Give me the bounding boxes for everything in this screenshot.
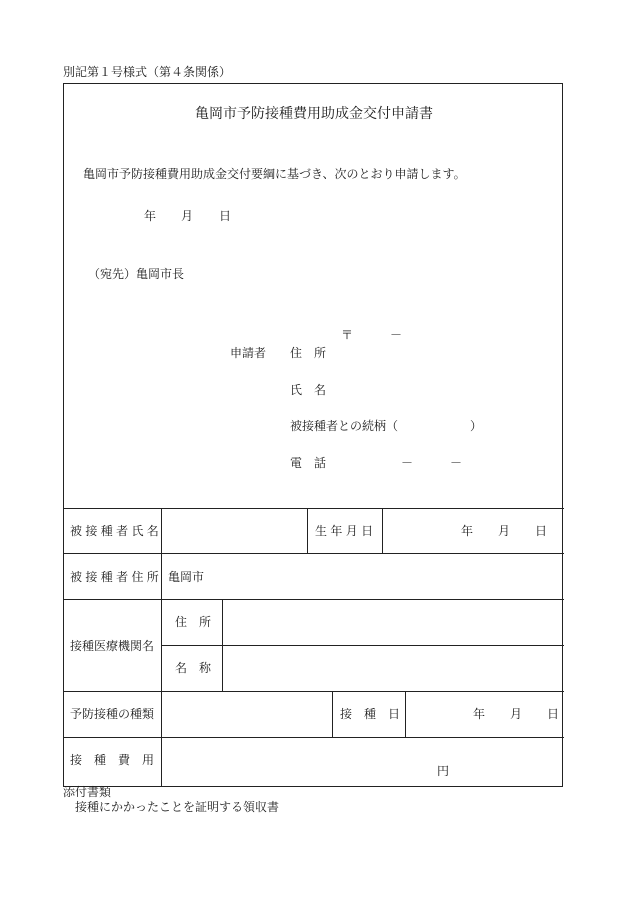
row-line-2 (64, 599, 564, 600)
label-column-line (161, 508, 162, 787)
birth-label-right-line (382, 508, 383, 553)
relation-label: 被接種者との続柄（ (290, 419, 399, 433)
applicant-name-label: 氏 名 (290, 383, 327, 397)
cost-label: 接 種 費 用 (70, 753, 155, 767)
row-line-3 (64, 691, 564, 692)
birth-label-left-line (307, 508, 308, 553)
birth-day-label: 日 (535, 524, 548, 538)
patient-name-label: 被接種者氏名 (70, 524, 163, 538)
patient-address-value: 亀岡市 (168, 570, 205, 584)
clinic-sub-line (222, 599, 223, 691)
clinic-address-label: 住 所 (175, 615, 212, 629)
birth-month-label: 月 (498, 524, 511, 538)
postal-dash: － (390, 328, 403, 342)
addressee: （宛先）亀岡市長 (88, 267, 185, 281)
clinic-name-label: 名 称 (175, 661, 212, 675)
relation-close: ） (470, 419, 483, 433)
row-line-1 (64, 553, 564, 554)
vaccination-year-label: 年 (473, 707, 486, 721)
date-day-label: 日 (219, 209, 232, 223)
birthdate-label: 生年月日 (315, 524, 377, 538)
vacc-label-right-line (405, 691, 406, 737)
vacc-label-left-line (332, 691, 333, 737)
attachments-title: 添付書類 (63, 785, 112, 799)
clinic-label: 接種医療機関名 (70, 639, 155, 653)
applicant-address-label: 住 所 (290, 346, 327, 360)
vaccination-day-label: 日 (547, 707, 560, 721)
vaccine-type-label: 予防接種の種類 (70, 707, 155, 721)
applicant-label: 申請者 (230, 346, 267, 360)
yen-label: 円 (437, 764, 450, 778)
application-form (63, 83, 563, 787)
form-id: 別記第１号様式（第４条関係） (63, 65, 232, 79)
postal-mark: 〒 (341, 328, 354, 342)
vaccination-month-label: 月 (510, 707, 523, 721)
phone-dash-2: － (450, 456, 463, 470)
phone-dash-1: － (401, 456, 414, 470)
date-year-label: 年 (144, 209, 157, 223)
birth-year-label: 年 (461, 524, 474, 538)
row-line-4 (64, 737, 564, 738)
vaccination-date-label: 接 種 日 (340, 707, 401, 721)
patient-address-label: 被接種者住所 (70, 570, 163, 584)
table-top-line (64, 508, 564, 509)
intro-text: 亀岡市予防接種費用助成金交付要綱に基づき、次のとおり申請します。 (83, 167, 466, 181)
applicant-phone-label: 電 話 (290, 456, 327, 470)
date-month-label: 月 (181, 209, 194, 223)
form-title: 亀岡市予防接種費用助成金交付申請書 (195, 106, 433, 122)
attachments-item: 接種にかかったことを証明する領収書 (75, 800, 280, 814)
